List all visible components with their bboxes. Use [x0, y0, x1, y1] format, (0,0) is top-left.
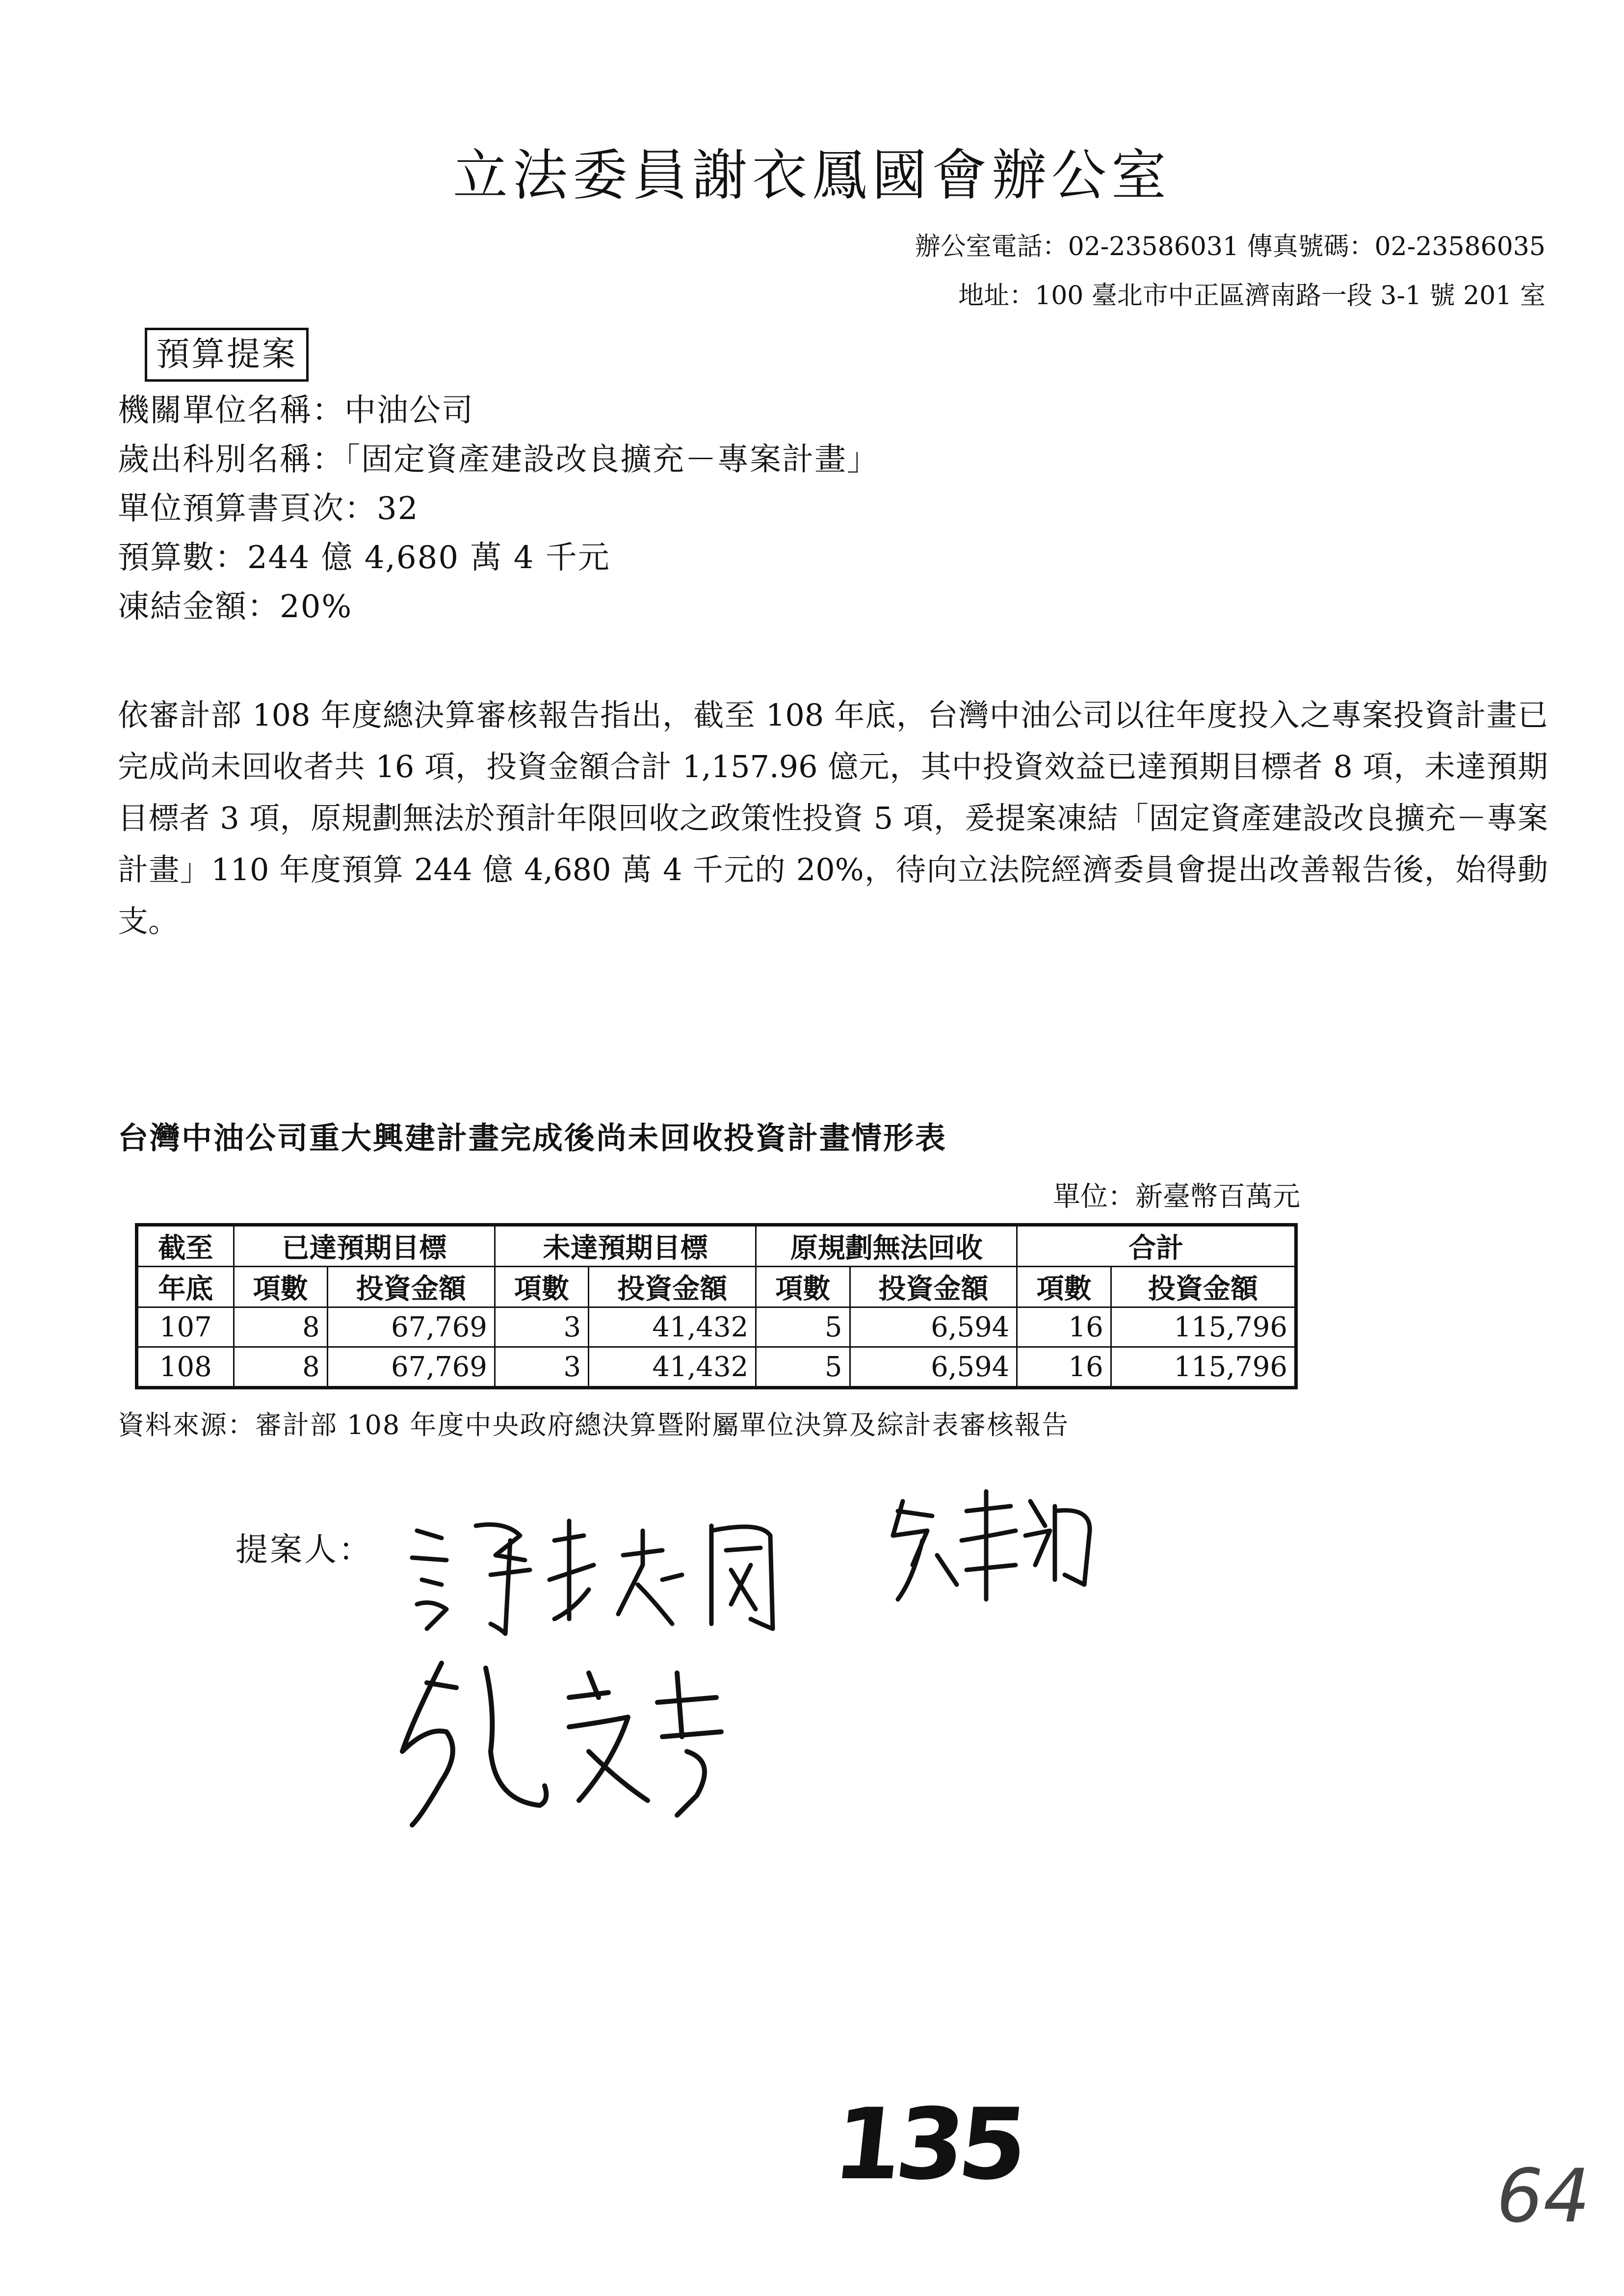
- amount-header: 投資金額: [850, 1267, 1017, 1307]
- table-cell: 3: [495, 1307, 588, 1347]
- year-header: 截至: [137, 1225, 234, 1267]
- signature-1: [407, 1511, 800, 1639]
- count-header: 項數: [495, 1267, 588, 1307]
- count-header: 項數: [234, 1267, 327, 1307]
- table-header-row: [137, 1225, 1296, 1267]
- table-row: [137, 1347, 1296, 1388]
- table-cell: 67,769: [327, 1307, 495, 1347]
- investment-table: [135, 1223, 1298, 1389]
- group-header: 合計: [1017, 1225, 1296, 1267]
- amount-header: 投資金額: [589, 1267, 756, 1307]
- page-number: 135: [828, 2087, 1027, 2202]
- proposal-paragraph: 依審計部 108 年度總決算審核報告指出，截至 108 年底，台灣中油公司以往年度投入之專案投資計畫已完成尚未回收者共 16 項，投資金額合計 1,157.96 億元，其中投資效益已達預期目標者 8 項，未達預期目標者 3 項，原規劃無法於預計年限回收之政策性投資 5 項，爰提案凍結「固定資產建設改良擴充－專案計畫」110 年度預算 244 億 4,680 萬 4 千元的 20%，待向立法院經濟委員會提出改善報告後，始得動支。: [118, 697, 1548, 939]
- table-source: 資料來源：審計部 108 年度中央政府總決算暨附屬單位決算及綜計表審核報告: [118, 1409, 1070, 1440]
- sheet-number: 64: [1496, 2154, 1590, 2239]
- table-cell: 6,594: [850, 1307, 1017, 1347]
- table-cell: 67,769: [327, 1347, 495, 1388]
- group-header: 未達預期目標: [495, 1225, 756, 1267]
- table-row: [137, 1307, 1296, 1347]
- table-cell: 41,432: [589, 1347, 756, 1388]
- freeze-field: 凍結金額：20%: [118, 589, 353, 625]
- table-title: 台灣中油公司重大興建計畫完成後尚未回收投資計畫情形表: [118, 1120, 947, 1156]
- table-cell: 115,796: [1111, 1307, 1296, 1347]
- table-cell: 8: [234, 1307, 327, 1347]
- amount-header: 投資金額: [327, 1267, 495, 1307]
- agency-field: 機關單位名稱：中油公司: [118, 392, 474, 429]
- table-cell: 5: [756, 1307, 850, 1347]
- budget-field: 預算數：244 億 4,680 萬 4 千元: [118, 540, 610, 576]
- year-cell: 108: [137, 1347, 234, 1388]
- page-title: 立法委員謝衣鳳國會辦公室: [453, 144, 1171, 208]
- signature-3: [383, 1653, 765, 1840]
- year-header: 年底: [137, 1267, 234, 1307]
- count-header: 項數: [1017, 1267, 1111, 1307]
- group-header: 原規劃無法回收: [756, 1225, 1017, 1267]
- year-cell: 107: [137, 1307, 234, 1347]
- table-cell: 115,796: [1111, 1347, 1296, 1388]
- count-header: 項數: [756, 1267, 850, 1307]
- table-cell: 8: [234, 1347, 327, 1388]
- item-field: 歲出科別名稱：「固定資產建設改良擴充－專案計畫」: [118, 442, 879, 478]
- amount-header: 投資金額: [1111, 1267, 1296, 1307]
- table-cell: 41,432: [589, 1307, 756, 1347]
- table-unit: 單位：新臺幣百萬元: [1053, 1181, 1300, 1213]
- contact-line: 辦公室電話：02-23586031 傳真號碼：02-23586035: [915, 232, 1545, 261]
- table-cell: 16: [1017, 1307, 1111, 1347]
- signature-2: [883, 1482, 1104, 1609]
- group-header: 已達預期目標: [234, 1225, 495, 1267]
- table-subheader-row: [137, 1267, 1296, 1307]
- table-cell: 3: [495, 1347, 588, 1388]
- address-line: 地址：100 臺北市中正區濟南路一段 3-1 號 201 室: [958, 281, 1545, 311]
- table-cell: 16: [1017, 1347, 1111, 1388]
- table-cell: 6,594: [850, 1347, 1017, 1388]
- page-field: 單位預算書頁次：32: [118, 491, 419, 527]
- table-cell: 5: [756, 1347, 850, 1388]
- proposer-label: 提案人：: [236, 1531, 373, 1568]
- budget-proposal-badge: 預算提案: [145, 328, 309, 382]
